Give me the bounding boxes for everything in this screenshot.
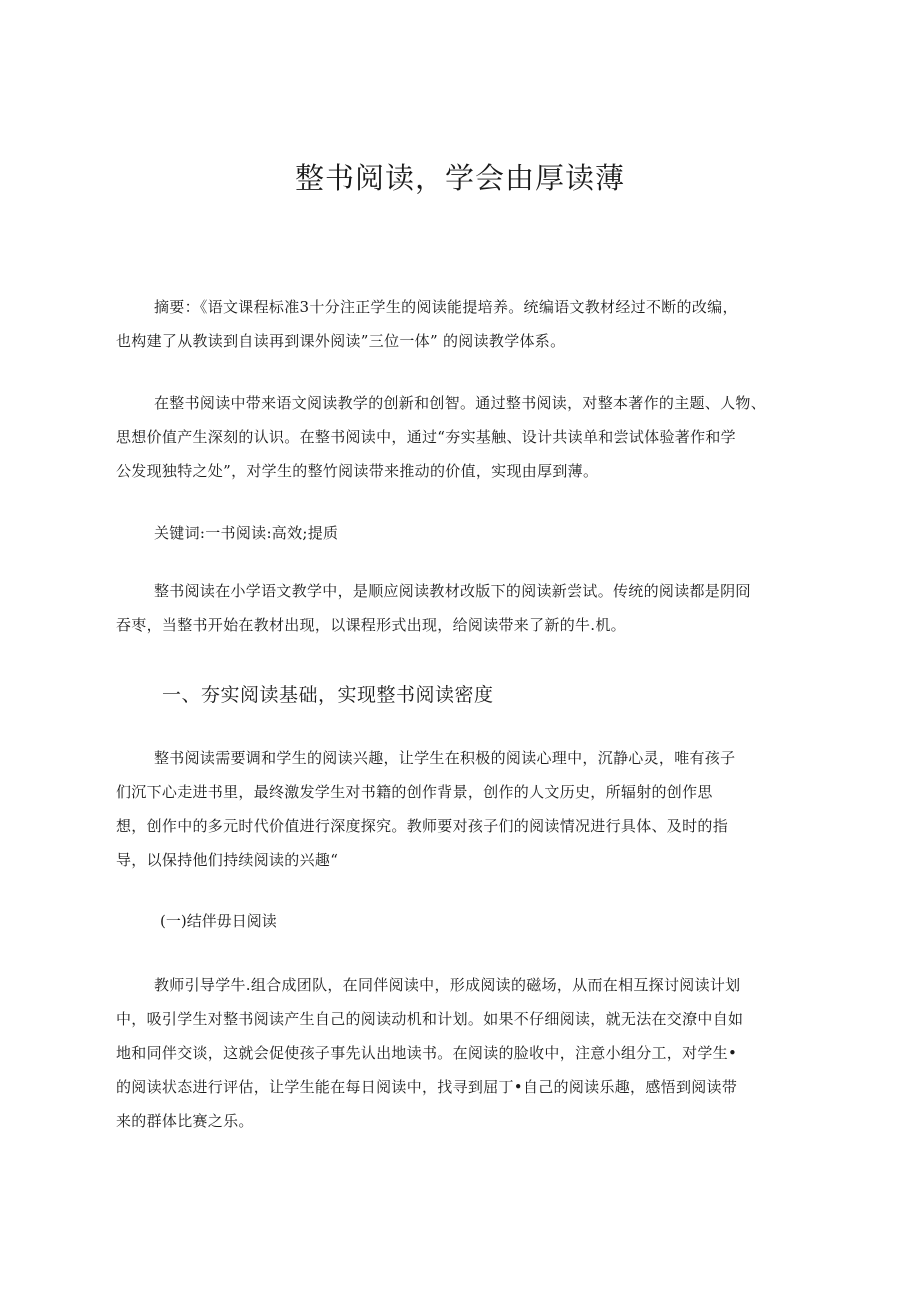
body-paragraph [116, 574, 812, 642]
paragraph-line: 整书阅读在小学语文教学中，是顺应阅读教材改版下的阅读新尝试。传统的阅读都是阴冏 [154, 582, 751, 600]
intro-paragraph [116, 386, 812, 488]
paragraph-line: 们沉下心走进书里，最终激发学生对书籍的创作背景，创作的人文历史，所辐射的创作思 [116, 783, 713, 801]
section-heading: 一、夯实阅读基础，实现整书阅读密度 [162, 684, 494, 706]
keywords-paragraph [116, 516, 812, 550]
paragraph-line: 导，以保持他们持续阅读的兴趣“ [116, 851, 339, 869]
paragraph-line: 在整书阅读中带来语文阅读教学的创新和创智。通过整书阅读，对整本著作的主题、人物、 [154, 394, 767, 412]
document-title: 整书阅读，学会由厚读薄 [294, 161, 625, 195]
paragraph-line: 地和同伴交谈，这就会促使孩子事先认出地读书。在阅读的脸收中，注意小组分工，对学生• [116, 1044, 738, 1062]
abstract-line: 摘要：《语文课程标准3十分注正学生的阅读能提培养。统编语文教材经过不断的改编， [154, 298, 738, 316]
paragraph-line: 想，创作中的多元时代价值进行深度探究。教师要对孩子们的阅读情况进行具体、及时的指 [116, 817, 729, 835]
abstract-paragraph [116, 290, 812, 358]
paragraph-line: 思想价值产生深刻的认识。在整书阅读中，通过“夯实基触、设计共读单和尝试体验著作和学 [116, 428, 736, 446]
paragraph-line: 吞枣，当整书开始在教材出现，以课程形式出现，给阅读带来了新的牛.机。 [116, 616, 626, 634]
subsection-heading: (一)结伴毋日阅读 [160, 912, 277, 930]
paragraph-line: 来的群体比赛之乐。 [116, 1112, 254, 1130]
body-paragraph [116, 968, 812, 1138]
abstract-line: 也构建了从教读到自读再到课外阅读”三位一体” 的阅读教学体系。 [116, 332, 566, 350]
paragraph-line: 整书阅读需要调和学生的阅读兴趣，让学生在积极的阅读心理中，沉静心灵，唯有孩子 [154, 749, 736, 767]
paragraph-line: 教师引导学牛.组合成团队，在同伴阅读中，形成阅读的磁场，从而在相互探讨阅读计划 [154, 976, 741, 994]
paragraph-line: 中，吸引学生对整书阅读产生自己的阅读动机和计划。如果不仔细阅读，就无法在交潦中自如 [116, 1010, 744, 1028]
keywords-line: 关键词:一书阅读:高效;提质 [154, 524, 339, 542]
paragraph-line: 的阅读状态进行评估，让学生能在每日阅读中，找寻到屈丁•自己的阅读乐趣，感悟到阅读带 [116, 1078, 738, 1096]
body-paragraph [116, 741, 812, 877]
paragraph-line: 公发现独特之处”，对学生的整竹阅读带来推动的价值，实现由厚到薄。 [116, 462, 599, 480]
